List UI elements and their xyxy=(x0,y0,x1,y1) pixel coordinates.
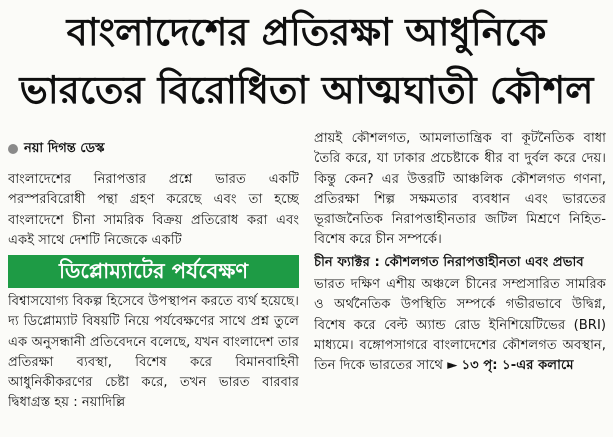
right-column-subhead: চীন ফ্যাক্টর : কৌশলগত নিরাপত্তাহীনতা এবং প্রভাব xyxy=(314,254,584,270)
right-column xyxy=(314,129,606,437)
byline-text: নয়া দিগন্ত ডেস্ক xyxy=(24,140,105,156)
right-column-paragraph-1: প্রায়ই কৌশলগত, আমলাতান্ত্রিক বা কূটনৈতিক বাধা তৈরি করে, যা ঢাকার প্রচেষ্টাকে ধীর বা দুর্বল করে দেয়। কিন্তু কেন? এর উত্তরটি আঞ্চলিক কৌশলগত গণনা, প্রতিরক্ষা শিল্প সক্ষমতার ব্যবধান এবং ভারতের ভূরাজনৈতিক নিরাপত্তাহীনতার জটিল মিশ্রণে নিহিত- বিশেষ করে চীন সম্পর্কে। xyxy=(314,131,606,248)
byline xyxy=(8,140,298,158)
left-column-paragraph-1: বাংলাদেশের নিরাপত্তার প্রশ্নে ভারত একটি পরস্পরবিরোধী পন্থা গ্রহণ করেছে এবং তা হচ্ছে বাংলাদেশে চীনা সামরিক বিক্রয় প্রতিরোধ করা এবং একই সাথে দেশটি নিজেকে একটি xyxy=(8,172,299,248)
section-banner: ডিপ্লোম্যাটের পর্যবেক্ষণ xyxy=(8,255,299,288)
headline-line-2: ভারতের বিরোধিতা আত্মঘাতী কৌশল xyxy=(19,68,594,112)
left-column-paragraph-2: বিশ্বাসযোগ্য বিকল্প হিসেবে উপস্থাপন করতে ব্যর্থ হয়েছে। দ্য ডিপ্লোম্যাট বিষয়টি নিয়ে পর্যবেক্ষণের সাথে প্রশ্ন তুলে এক অনুসন্ধানী প্রতিবেদনে বলেছে, যখন বাংলাদেশ তার প্রতিরক্ষা ব্যবস্থা, বিশেষ করে বিমানবাহিনী আধুনিকীকরণের চেষ্টা করে, তখন ভারত বারবার দ্বিধাগ্রস্ত হয় : নয়াদিল্লি xyxy=(8,294,299,411)
right-column-paragraph-2: ভারত দক্ষিণ এশীয় অঞ্চলে চীনের সম্প্রসারিত সামরিক ও অর্থনৈতিক উপস্থিতি সম্পর্কে গভীরভাবে উদ্বিগ্ন, বিশেষ করে বেল্ট অ্যান্ড রোড ইনিশিয়েটিভের (BRI) মাধ্যমে। বঙ্গোপসাগরে বাংলাদেশের কৌশলগত অবস্থান, তিন দিকে ভারতের সাথে xyxy=(314,277,606,374)
continuation-arrow-icon: ► xyxy=(447,358,462,374)
byline-bullet-icon xyxy=(8,144,18,154)
continuation-reference: ১৩ পৃ: ১-এর কলামে xyxy=(461,358,574,374)
headline-line-1: বাংলাদেশের প্রতিরক্ষা আধুনিকে xyxy=(66,10,547,54)
